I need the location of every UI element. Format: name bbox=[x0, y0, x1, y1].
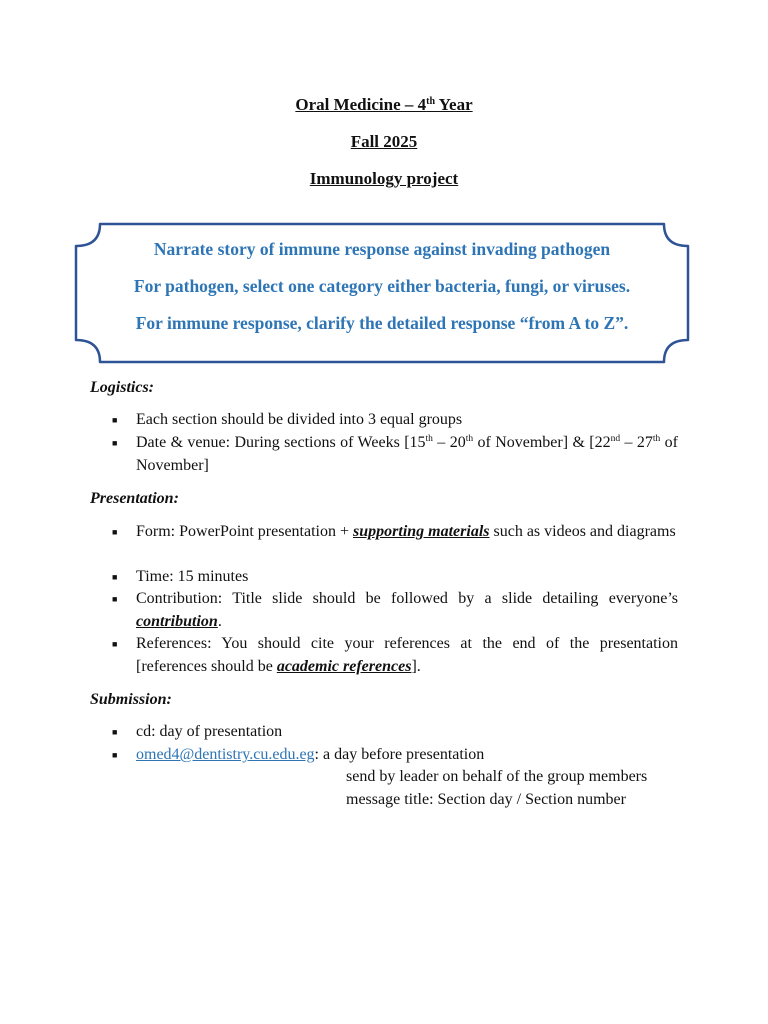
submission-item-email: omed4@dentistry.cu.edu.eg: a day before presentation bbox=[136, 746, 485, 763]
course-title-prefix: Oral Medicine – 4 bbox=[295, 95, 427, 114]
date-sup: th bbox=[652, 434, 661, 444]
bullet-icon: ■ bbox=[112, 438, 118, 448]
date-part: Date & venue: During sections of Weeks [15 bbox=[136, 434, 426, 451]
bullet-icon: ■ bbox=[112, 639, 118, 649]
presentation-item-references: References: You should cite your references at the end of the presentation [references should be academic references]. bbox=[136, 635, 678, 675]
bullet-icon: ■ bbox=[112, 572, 118, 582]
term-title: Fall 2025 bbox=[350, 132, 418, 151]
contribution-emphasis: contribution bbox=[136, 612, 218, 630]
date-part: of November] & [22 bbox=[473, 434, 611, 451]
submission-heading: Submission: bbox=[90, 691, 172, 708]
date-sup: th bbox=[425, 434, 433, 444]
logistics-item-date-venue bbox=[136, 432, 678, 477]
bullet-icon: ■ bbox=[112, 750, 118, 760]
logistics-item-groups: Each section should be divided into 3 equal groups bbox=[136, 411, 463, 428]
presentation-item-contribution: Contribution: Title slide should be followed by a slide detailing everyone’s contribution. bbox=[136, 590, 678, 630]
supporting-materials-emphasis: supporting materials bbox=[353, 523, 490, 540]
presentation-heading: Presentation: bbox=[90, 490, 179, 507]
bullet-icon: ■ bbox=[112, 415, 118, 425]
date-part: – 27 bbox=[620, 434, 653, 451]
course-title-suffix: Year bbox=[435, 95, 473, 114]
date-sup: th bbox=[465, 434, 474, 444]
submission-item-cd: cd: day of presentation bbox=[136, 723, 283, 740]
logistics-heading: Logistics: bbox=[90, 379, 154, 396]
course-title bbox=[0, 94, 768, 116]
bullet-icon: ■ bbox=[112, 527, 118, 537]
submission-note-title: message title: Section day / Section number bbox=[346, 791, 626, 808]
submission-note-leader: send by leader on behalf of the group members bbox=[346, 768, 648, 785]
email-link[interactable]: omed4@dentistry.cu.edu.eg bbox=[136, 746, 315, 763]
date-sup: nd bbox=[610, 434, 621, 444]
date-part: of November] bbox=[136, 434, 679, 474]
callout-frame bbox=[74, 222, 690, 364]
course-title-sup: th bbox=[426, 96, 436, 107]
bullet-icon: ■ bbox=[112, 727, 118, 737]
callout-line-3: For immune response, clarify the detailed response “from A to Z”. bbox=[135, 313, 629, 333]
date-part: – 20 bbox=[432, 434, 466, 451]
callout-line-1: Narrate story of immune response against invading pathogen bbox=[153, 239, 611, 259]
bullet-icon: ■ bbox=[112, 594, 118, 604]
callout-line-2: For pathogen, select one category either bacteria, fungi, or viruses. bbox=[133, 276, 631, 296]
presentation-item-time: Time: 15 minutes bbox=[136, 568, 249, 585]
presentation-item-form: Form: PowerPoint presentation + supporting materials such as videos and diagrams bbox=[136, 523, 676, 540]
project-title: Immunology project bbox=[309, 169, 459, 188]
academic-references-emphasis: academic references bbox=[276, 657, 412, 675]
